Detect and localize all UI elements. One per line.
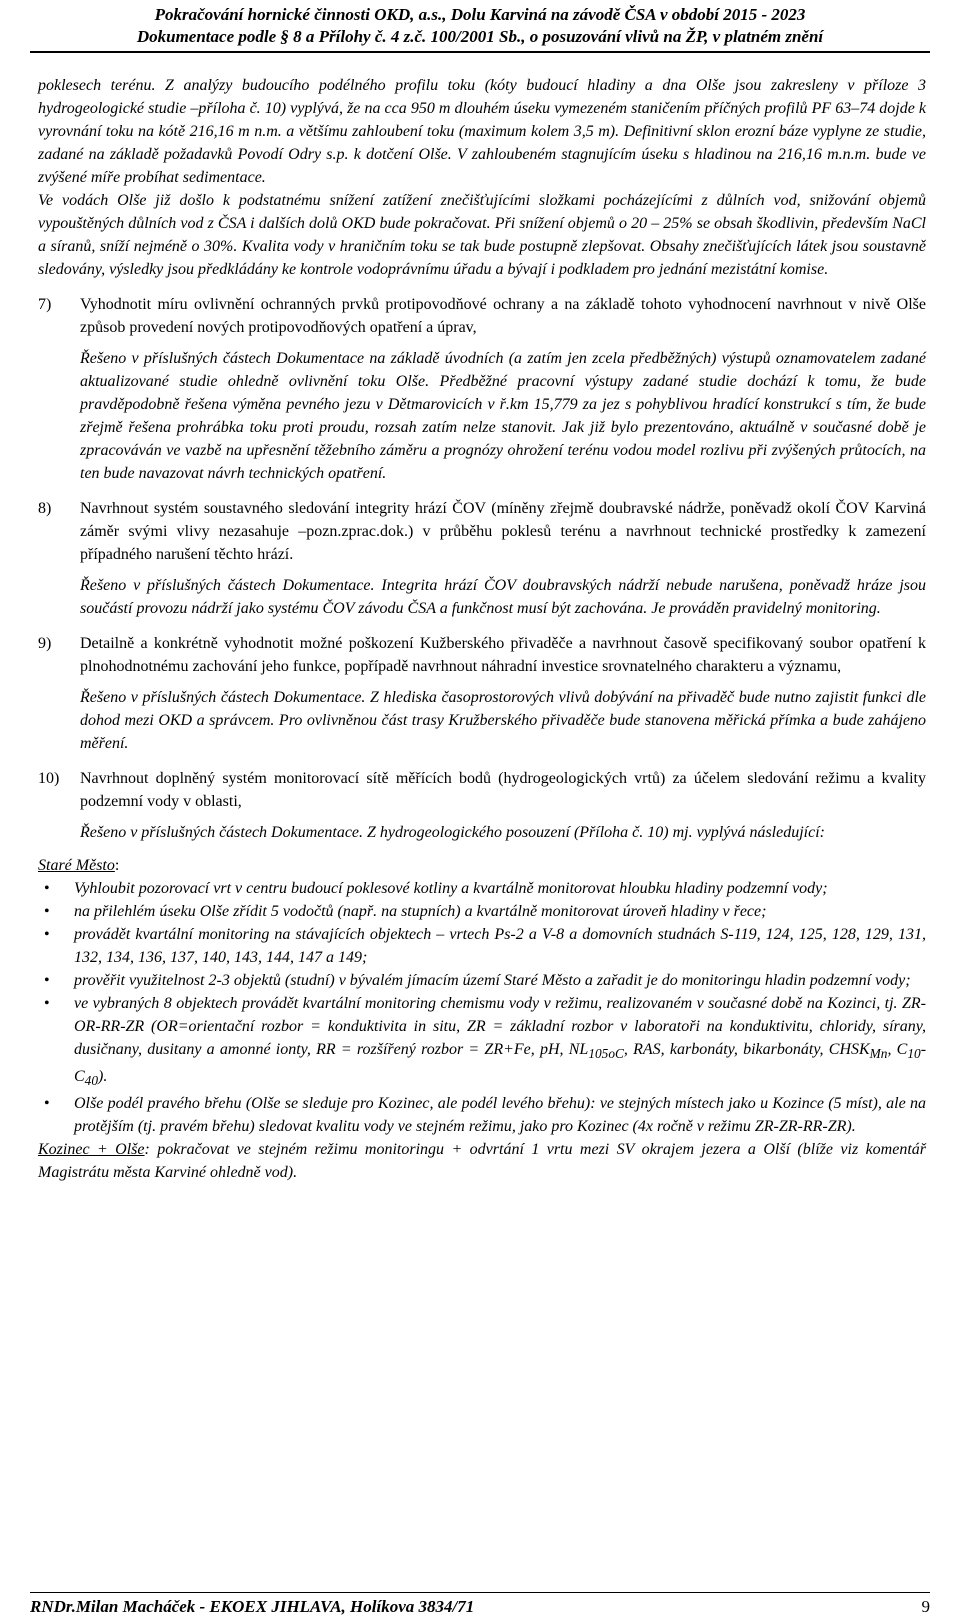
requirement-text: Navrhnout systém soustavného sledování integrity hrází ČOV (míněny zřejmě doubravské nádrže, poněvadž okolí ČOV Karviná záměr svými vlivy nezasahuje –pozn.zprac.dok.) v průběhu poklesů terénu a navrhnout technické prostředky k zamezení případného narušení těchto hrází.: [80, 500, 926, 563]
answer-10: Řešeno v příslušných částech Dokumentace. Z hydrogeologického posouzení (Příloha č. 10) mj. vyplývá následující:: [80, 824, 825, 841]
kozinec-paragraph: [38, 1138, 926, 1184]
requirement-9: [38, 632, 926, 678]
list-item: • Olše podél pravého břehu (Olše se sleduje pro Kozinec, ale podél levého břehu): ve stejných místech jako u Kozince (5 míst), ale na protějším (tj. pravém břehu) sledovat kvalitu vody ve stejném režimu, jako pro Kozinec (4x ročně v režimu ZR-ZR-RR-ZR).: [38, 1092, 926, 1138]
stare-mesto-colon: :: [114, 857, 120, 874]
header-title-line2: Dokumentace podle § 8 a Přílohy č. 4 z.č. 100/2001 Sb., o posuzování vlivů na ŽP, v platném znění: [136, 27, 824, 46]
requirement-number: 8): [38, 500, 52, 517]
kozinec-label: Kozinec + Olše: [38, 1141, 145, 1159]
intro-paragraph-1: poklesech terénu. Z analýzy budoucího podélného profilu toku (kóty budoucí hladiny a dna Olše jsou zakresleny v příloze 3 hydrogeologické studie –příloha č. 10) vyplývá, že na cca 950 m dlouhém úseku vymezeném staničením příčných profilů PF 63–74 dojde k vyrovnání toku na kótě 216,16 m n.m. a většímu zahloubení toku (maximum kolem 3,5 m). Definitivní sklon erozní báze vyplyne ze studie, zadané na základě požadavků Povodí Odry s.p. k dotčení Olše. V zahloubeném stagnujícím úseku s hladinou na 216,16 m.n.m. bude ve zvýšené míře probíhat sedimentace.: [38, 77, 926, 186]
footer-divider: [30, 1592, 930, 1593]
intro-paragraph-2: Ve vodách Olše již došlo k podstatnému snížení zatížení znečišťujícími složkami pocházejícími z důlních vod, snižování objemů vypouštěných důlních vod z ČSA i dalších dolů OKD bude pokračovat. Při snížení objemů o 20 – 25% se obsah škodlivin, především NaCl a síranů, sníží nejméně o 30%. Kvalita vody v hraničním toku se tak bude postupně zlepšovat. Obsahy znečišťujících látek jsou soustavně sledovány, výsledky jsou předkládány ke kontrole vodoprávnímu úřadu a bývají i podkladem pro jednání mezistátní komise.: [38, 192, 926, 278]
stare-mesto-label: Staré Město: [38, 857, 115, 874]
requirement-number: 9): [38, 635, 52, 652]
bullet-icon: •: [44, 995, 50, 1012]
requirement-text: Detailně a konkrétně vyhodnotit možné poškození Kužberského přivaděče a navrhnout časově specifikovaný soubor opatření k plnohodnotnému zachování jeho funkce, popřípadě navrhnout náhradní investice srovnatelného charakteru a významu,: [80, 635, 926, 675]
kozinec-text: : pokračovat ve stejném režimu monitoringu + odvrtání 1 vrtu mezi SV okrajem jezera a Olší (blíže viz komentář Magistrátu města Karviné ohledně vod).: [38, 1141, 927, 1182]
stare-mesto-list: [38, 877, 926, 1138]
list-item: • na přilehlém úseku Olše zřídit 5 vodočtů (např. na stupních) a kvartálně monitorovat úroveň hladiny v řece;: [38, 900, 926, 923]
header-divider: [30, 51, 930, 53]
requirement-text: Navrhnout doplněný systém monitorovací sítě měřících bodů (hydrogeologických vrtů) za účelem sledování režimu a kvality podzemní vody v oblasti,: [80, 770, 926, 810]
bullet-icon: •: [44, 880, 50, 897]
requirement-8: [38, 497, 926, 566]
page-number: 9: [921, 1597, 930, 1616]
answer-9: Řešeno v příslušných částech Dokumentace. Z hlediska časoprostorových vlivů dobývání na přivaděč bude nutno zajistit funkci dle dohod mezi OKD a správcem. Pro ovlivněnou část trasy Kružberského přivaděče bude stanovena měřická přímka a bude zahájeno měření.: [80, 689, 926, 752]
requirement-7: [38, 293, 926, 339]
list-item: • prověřit využitelnost 2-3 objektů (studní) v bývalém jímacím území Staré Město a zařadit je do monitoringu hladin podzemní vody;: [38, 969, 926, 992]
answer-8: Řešeno v příslušných částech Dokumentace. Integrita hrází ČOV doubravských nádrží nebude narušena, poněvadž hráze jsou součástí provozu nádrží jako systému ČOV závodu ČSA a funkčnost musí být zachována. Je prováděn pravidelný monitoring.: [80, 577, 926, 617]
requirement-text: Vyhodnotit míru ovlivnění ochranných prvků protipovodňové ochrany a na základě tohoto vyhodnocení navrhnout v nivě Olše způsob provedení nových protipovodňových opatření a úprav,: [80, 296, 926, 336]
requirement-number: 10): [38, 770, 60, 787]
document-body: [38, 74, 926, 1184]
list-item: • Vyhloubit pozorovací vrt v centru budoucí poklesové kotliny a kvartálně monitorovat hloubku hladiny podzemní vody;: [38, 877, 926, 900]
footer-author: RNDr.Milan Macháček - EKOEX JIHLAVA, Holíkova 3834/71: [30, 1597, 475, 1616]
bullet-icon: •: [44, 972, 50, 989]
list-item: • ve vybraných 8 objektech provádět kvartální monitoring chemismu vody v režimu, realizovaném v současné době na Kozinci, tj. ZR-OR-RR-ZR (OR=orientační rozbor = konduktivita in situ, ZR = základní rozbor v laboratoři na konduktivitu, chloridy, sírany, dusičnany, dusitany a amonné ionty, RR = rozšířený rozbor = ZR+Fe, pH, $NL_{105oC}$, RAS, karbonáty, bikarbonáty, $CHSK_{Mn}$, $C_{10}-C_{40}$).: [38, 992, 926, 1092]
answer-7: Řešeno v příslušných částech Dokumentace na základě úvodních (a zatím jen zcela předběžných) výstupů oznamovatelem zadané aktualizované studie ohledně ovlivnění toku Olše. Předběžné pracovní výstupy zadané studie dochází k tomu, že bude pravděpodobně řešena výměna pevného jezu v Dětmarovicích v ř.km 15,779 za jez s pohyblivou hradící konstrukcí s tím, že bude zřejmě řešena prohrábka toku proti proudu, rozsah zatím nelze stanovit. Jak již bylo prezentováno, aktuálně v současné době je zpracováván ve vazbě na upřesnění těžebního záměru a prognózy ohrožení terénu vodou model rozlivu při zvýšených průtocích, na ten bude navazovat návrh technických opatření.: [80, 350, 926, 482]
bullet-icon: •: [44, 903, 50, 920]
stare-mesto-heading: [38, 854, 926, 877]
footer: [30, 1596, 930, 1620]
list-item: • provádět kvartální monitoring na stávajících objektech – vrtech Ps-2 a V-8 a domovních studnách S-119, 124, 125, 128, 129, 131, 132, 134, 136, 137, 140, 143, 144, 147 a 149;: [38, 923, 926, 969]
header-title-line1: Pokračování hornické činnosti OKD, a.s., Dolu Karviná na závodě ČSA v období 2015 - 2023: [154, 5, 806, 24]
bullet-icon: •: [44, 1095, 50, 1113]
requirement-number: 7): [38, 296, 52, 313]
bullet-icon: •: [44, 926, 50, 943]
requirement-10: [38, 767, 926, 813]
